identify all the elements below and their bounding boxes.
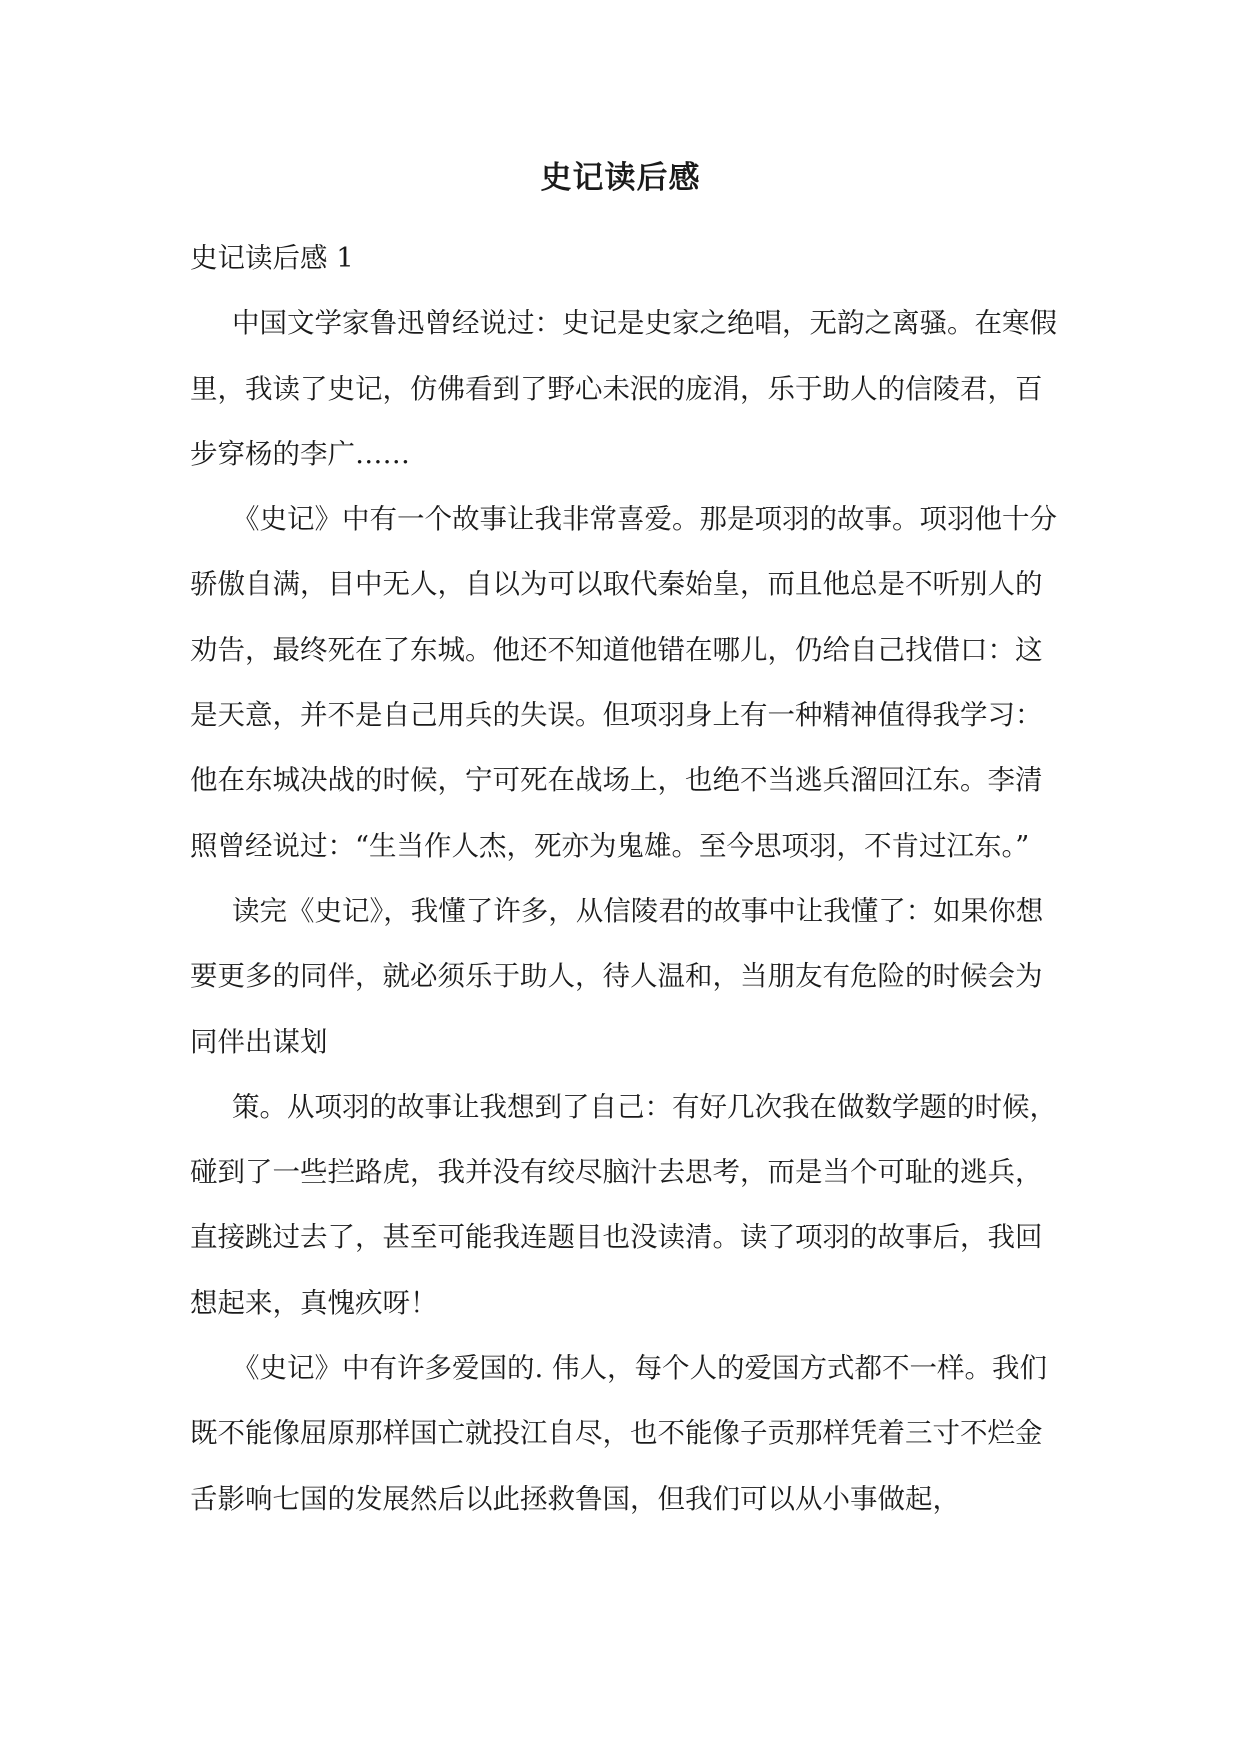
paragraph-self-reflection: 策。从项羽的故事让我想到了自己：有好几次我在做数学题的时候，碰到了一些拦路虎，我并没有绞尽脑汁去思考，而是当个可耻的逃兵，直接跳过去了，甚至可能我连题目也没读清。读了项羽的故事后，我回想起来，真愧疚呀！ [190, 1090, 1057, 1319]
paragraph-xiang-yu-story: 《史记》中有一个故事让我非常喜爱。那是项羽的故事。项羽他十分骄傲自满，目中无人，自以为可以取代秦始皇，而且他总是不听别人的劝告，最终死在了东城。他还不知道他错在哪儿，仍给自己找借口：这是天意，并不是自己用兵的失误。但项羽身上有一种精神值得我学习：他在东城决战的时候，宁可死在战场上，也绝不当逃兵溜回江东。李清照曾经说过：“生当作人杰，死亦为鬼雄。至今思项羽，不肯过江东。” [190, 503, 1057, 862]
paragraph-xinling-jun-lesson: 读完《史记》，我懂了许多，从信陵君的故事中让我懂了：如果你想要更多的同伴，就必须乐于助人，待人温和，当朋友有危险的时候会为同伴出谋划 [190, 894, 1044, 1058]
paragraph-patriotism: 《史记》中有许多爱国的. 伟人，每个人的爱国方式都不一样。我们既不能像屈原那样国亡就投江自尽，也不能像子贡那样凭着三寸不烂金舌影响七国的发展然后以此拯救鲁国，但我们可以从小事做起， [190, 1352, 1047, 1515]
paragraph-intro: 中国文学家鲁迅曾经说过：史记是史家之绝唱，无韵之离骚。在寒假里，我读了史记，仿佛看到了野心未泯的庞涓，乐于助人的信陵君，百步穿杨的李广…… [190, 307, 1057, 470]
document-body [190, 226, 1060, 1532]
document-title: 史记读后感 [540, 160, 701, 196]
section-heading: 史记读后感 1 [190, 242, 354, 274]
